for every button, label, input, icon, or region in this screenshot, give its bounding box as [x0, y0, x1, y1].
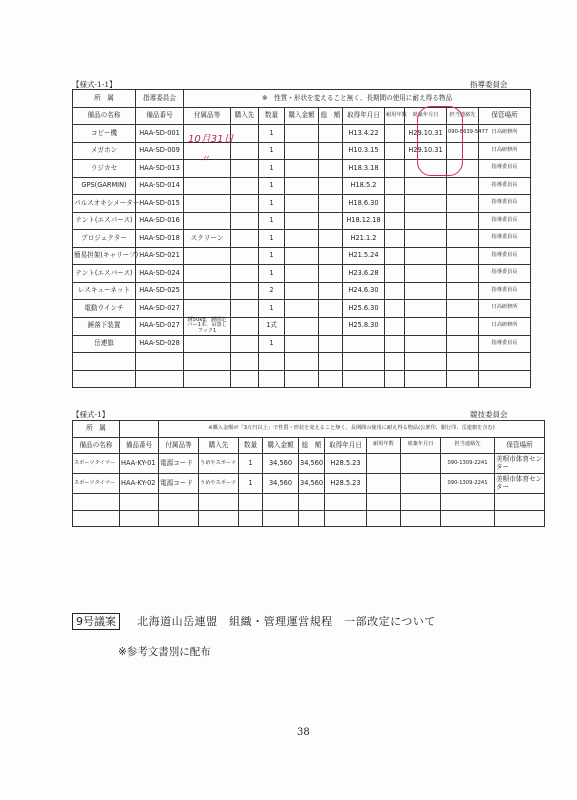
table-cell — [285, 160, 319, 178]
table-row — [73, 177, 531, 195]
table-cell — [385, 300, 405, 318]
table-cell — [319, 125, 343, 143]
table-cell — [385, 125, 405, 143]
table-cell — [319, 230, 343, 248]
table-cell: HAA-SD-015 — [136, 195, 184, 213]
table-cell: H29.10.31 — [405, 125, 447, 143]
column-header: 備品の名称 — [73, 107, 136, 125]
form1-committee: 指導委員会 — [470, 80, 508, 89]
table-cell — [319, 160, 343, 178]
table-cell: HAA-SD-013 — [136, 160, 184, 178]
table-cell — [231, 247, 259, 265]
table-cell — [447, 335, 479, 353]
table-cell: H25.6.30 — [343, 300, 385, 318]
table-cell — [319, 195, 343, 213]
table-cell: H18.12.18 — [343, 212, 385, 230]
column-header: 耐用年数 — [385, 107, 405, 125]
table-cell: スポーツタイマー — [73, 454, 120, 474]
table-cell — [405, 300, 447, 318]
table-cell: 34,560 — [299, 454, 325, 474]
table-cell: 1 — [259, 160, 285, 178]
table-cell — [319, 212, 343, 230]
table-row — [73, 454, 545, 474]
table-cell: うめやスポーツ — [199, 454, 239, 474]
table-cell: HAA-SD-025 — [136, 282, 184, 300]
table-cell — [231, 195, 259, 213]
table-cell — [385, 335, 405, 353]
table-cell — [184, 212, 231, 230]
form1-note: ※ 性質・形状を変えること無く、長期間の使用に耐え得る物品 — [184, 90, 531, 108]
table-row — [73, 282, 531, 300]
form2-note: ※購入金額が「3万円以上」で性質・形状を変えること無く、長期間の使用に耐え得る物品(公衆印、銀行印、岳連旗を含む) — [159, 421, 545, 438]
table-cell — [405, 265, 447, 283]
table-cell — [319, 317, 343, 335]
table-cell — [285, 142, 319, 160]
table-cell: 1 — [259, 230, 285, 248]
table-cell — [285, 317, 319, 335]
table-cell: 日高研修所 — [479, 125, 531, 143]
table-cell: 電動ウインチ — [73, 300, 136, 318]
table-row — [73, 300, 531, 318]
table-cell: 1 — [259, 142, 285, 160]
form2-label: 【様式-1】 — [72, 410, 110, 419]
empty-row — [73, 494, 545, 511]
table-cell: HAA-KY-02 — [120, 474, 159, 494]
table-row — [73, 247, 531, 265]
table-cell — [405, 177, 447, 195]
table-cell: 34,560 — [299, 474, 325, 494]
form1-label: 【様式-1-1】 — [72, 80, 117, 89]
table-cell: 1 — [239, 454, 263, 474]
column-header: 廃棄年月日 — [401, 437, 441, 454]
column-header: 備品番号 — [120, 437, 159, 454]
affiliation-value: 指導委員会 — [136, 90, 184, 108]
table-cell — [319, 282, 343, 300]
table-cell: 指導委員長 — [479, 247, 531, 265]
table-cell — [385, 212, 405, 230]
table-cell — [447, 247, 479, 265]
table-cell — [401, 454, 441, 474]
table-cell — [231, 160, 259, 178]
table-cell — [231, 177, 259, 195]
table-cell: HAA-SD-027 — [136, 300, 184, 318]
column-header: 担当連絡先 — [447, 107, 479, 125]
page-number: 38 — [297, 727, 310, 738]
table-cell — [285, 300, 319, 318]
table-cell — [319, 247, 343, 265]
table-cell — [385, 177, 405, 195]
table-cell: プロジェクター — [73, 230, 136, 248]
affiliation-label: 所 属 — [73, 90, 136, 108]
table-cell: 指導委員長 — [479, 282, 531, 300]
table-cell: スクリーン — [184, 230, 231, 248]
table-cell — [401, 474, 441, 494]
table-cell: 1 — [259, 125, 285, 143]
empty-row — [73, 353, 531, 371]
table-cell — [285, 335, 319, 353]
column-header: 保管場所 — [495, 437, 545, 454]
table-cell — [319, 335, 343, 353]
table-cell: H25.8.30 — [343, 317, 385, 335]
column-header: 数量 — [259, 107, 285, 125]
table-cell — [231, 125, 259, 143]
table-cell — [385, 247, 405, 265]
table-cell — [285, 265, 319, 283]
table-cell: H21.1.2 — [343, 230, 385, 248]
table-cell: HAA-SD-024 — [136, 265, 184, 283]
table-cell: 1式 — [259, 317, 285, 335]
column-header: 担当連絡先 — [441, 437, 495, 454]
empty-row — [73, 370, 531, 388]
table-cell — [231, 142, 259, 160]
table-cell: 日高研修所 — [479, 317, 531, 335]
column-header: 保管場所 — [479, 107, 531, 125]
table-cell: HAA-SD-014 — [136, 177, 184, 195]
table-row — [73, 230, 531, 248]
table-cell: HAA-SD-028 — [136, 335, 184, 353]
column-header: 数量 — [239, 437, 263, 454]
table-cell: H18.5.2 — [343, 177, 385, 195]
table-cell: GPS(GARMIN) — [73, 177, 136, 195]
column-header: 総 額 — [319, 107, 343, 125]
table-cell: 美唄市体育センター — [495, 454, 545, 474]
table-cell — [405, 335, 447, 353]
table-cell: 錘落下装置 — [73, 317, 136, 335]
table-cell: 1 — [259, 177, 285, 195]
handwritten-ditto: 〃 — [200, 154, 210, 165]
table-cell — [385, 195, 405, 213]
table-cell: スポーツタイマー — [73, 474, 120, 494]
table-cell — [285, 212, 319, 230]
table-cell — [405, 317, 447, 335]
table-cell: 指導委員長 — [479, 177, 531, 195]
table-cell: HAA-SD-021 — [136, 247, 184, 265]
table-cell: 指導委員長 — [479, 265, 531, 283]
table-cell: パルスオキシメーター — [73, 195, 136, 213]
table-row — [73, 212, 531, 230]
empty-row — [73, 510, 545, 527]
table-cell — [405, 230, 447, 248]
table-cell — [184, 282, 231, 300]
table-cell — [285, 247, 319, 265]
form2-table — [72, 420, 545, 527]
table-cell: ラジカセ — [73, 160, 136, 178]
table-cell: 指導委員長 — [479, 335, 531, 353]
table-cell: H23.6.28 — [343, 265, 385, 283]
table-cell — [231, 335, 259, 353]
table-cell: コピー機 — [73, 125, 136, 143]
table-cell: 電源コード — [159, 474, 199, 494]
table-cell — [184, 335, 231, 353]
table-cell — [231, 230, 259, 248]
table-cell: 錘50kg、錘固定バー1本、吊落しフック1 — [184, 317, 231, 335]
table-cell — [447, 212, 479, 230]
table-cell: HAA-KY-01 — [120, 454, 159, 474]
agenda-title: 北海道山岳連盟 組織・管理運営規程 一部改定について — [137, 615, 436, 628]
table-cell — [385, 317, 405, 335]
table-cell: メガホン — [73, 142, 136, 160]
table-cell: 1 — [259, 335, 285, 353]
table-cell — [447, 300, 479, 318]
table-cell: H13.4.22 — [343, 125, 385, 143]
table-cell — [447, 317, 479, 335]
table-cell: H10.3.15 — [343, 142, 385, 160]
agenda-note: ※参考文書別に配布 — [118, 646, 211, 658]
table-cell: 090-8639-5477 — [447, 125, 479, 143]
column-header: 取得年月日 — [343, 107, 385, 125]
table-cell — [319, 177, 343, 195]
table-cell: H24.6.30 — [343, 282, 385, 300]
table-cell: 日高研修所 — [479, 142, 531, 160]
table-cell: 指導委員長 — [479, 230, 531, 248]
handwritten-circle — [417, 106, 463, 176]
agenda-number: 9号議案 — [72, 613, 120, 630]
table-row — [73, 265, 531, 283]
table-cell — [285, 177, 319, 195]
table-row — [73, 335, 531, 353]
table-cell: 指導委員長 — [479, 212, 531, 230]
table-cell — [385, 142, 405, 160]
column-header: 取得年月日 — [325, 437, 367, 454]
table-cell — [385, 230, 405, 248]
table-cell: テント(エスパース) — [73, 265, 136, 283]
table-cell: HAA-SD-027 — [136, 317, 184, 335]
table-cell — [231, 265, 259, 283]
table-cell — [447, 265, 479, 283]
table-cell: 34,560 — [263, 454, 299, 474]
table-cell: テント(エスパース) — [73, 212, 136, 230]
form1-affiliation-row — [73, 90, 531, 108]
table-cell — [405, 212, 447, 230]
table-cell: H29.10.31 — [405, 142, 447, 160]
table-cell: H28.5.23 — [325, 474, 367, 494]
table-cell: 簡易担架(キャリーフ) — [73, 247, 136, 265]
table-cell — [385, 282, 405, 300]
table-cell — [231, 317, 259, 335]
form2-header-row — [73, 437, 545, 454]
table-cell: 1 — [239, 474, 263, 494]
table-cell — [343, 335, 385, 353]
table-cell — [285, 125, 319, 143]
table-row — [73, 317, 531, 335]
table-cell: うめやスポーツ — [199, 474, 239, 494]
column-header: 購入金額 — [263, 437, 299, 454]
table-cell: 090-1309-2241 — [441, 454, 495, 474]
table-cell — [385, 265, 405, 283]
table-cell: HAA-SD-001 — [136, 125, 184, 143]
table-cell: 電源コード — [159, 454, 199, 474]
table-cell — [285, 282, 319, 300]
table-cell — [367, 454, 401, 474]
table-cell: H18.3.18 — [343, 160, 385, 178]
table-cell — [319, 142, 343, 160]
column-header: 購入金額 — [285, 107, 319, 125]
table-cell — [184, 265, 231, 283]
table-cell — [405, 282, 447, 300]
table-cell — [447, 230, 479, 248]
table-cell: 1 — [259, 300, 285, 318]
column-header: 購入先 — [231, 107, 259, 125]
table-cell — [447, 177, 479, 195]
table-cell — [231, 212, 259, 230]
table-row — [73, 474, 545, 494]
table-cell: 美唄市体育センター — [495, 474, 545, 494]
column-header: 購入先 — [199, 437, 239, 454]
table-cell: 1 — [259, 265, 285, 283]
table-cell — [184, 177, 231, 195]
table-cell — [319, 265, 343, 283]
column-header: 付属品等 — [159, 437, 199, 454]
table-cell: H18.6.30 — [343, 195, 385, 213]
column-header: 廃棄年月日 — [405, 107, 447, 125]
table-cell: 1 — [259, 195, 285, 213]
table-cell: 日高研修所 — [479, 300, 531, 318]
table-cell: 指導委員長 — [479, 160, 531, 178]
table-cell — [385, 160, 405, 178]
table-cell — [231, 300, 259, 318]
table-cell: 1 — [259, 247, 285, 265]
column-header: 付属品等 — [184, 107, 231, 125]
table-cell: レスキューネット — [73, 282, 136, 300]
column-header: 備品の名称 — [73, 437, 120, 454]
table-cell: 2 — [259, 282, 285, 300]
table-cell — [184, 247, 231, 265]
table-cell — [285, 230, 319, 248]
table-cell — [285, 195, 319, 213]
affiliation-label: 所 属 — [73, 421, 120, 438]
table-cell — [231, 282, 259, 300]
table-cell: 090-1309-2241 — [441, 474, 495, 494]
table-cell: HAA-SD-009 — [136, 142, 184, 160]
column-header: 耐用年数 — [367, 437, 401, 454]
table-cell: HAA-SD-018 — [136, 230, 184, 248]
column-header: 総 額 — [299, 437, 325, 454]
table-cell: HAA-SD-016 — [136, 212, 184, 230]
table-cell — [319, 300, 343, 318]
column-header: 備品番号 — [136, 107, 184, 125]
table-cell — [184, 195, 231, 213]
table-cell: 指導委員長 — [479, 195, 531, 213]
handwritten-date: 10月31日 — [188, 134, 234, 145]
table-cell — [447, 195, 479, 213]
form2-affiliation-row — [73, 421, 545, 438]
table-cell: 岳連旗 — [73, 335, 136, 353]
table-cell — [367, 474, 401, 494]
table-cell — [405, 195, 447, 213]
table-cell — [447, 282, 479, 300]
form2-committee: 競技委員会 — [470, 410, 508, 419]
table-cell: H28.5.23 — [325, 454, 367, 474]
table-row — [73, 195, 531, 213]
table-cell: H21.5.24 — [343, 247, 385, 265]
table-cell — [184, 300, 231, 318]
table-cell: 34,560 — [263, 474, 299, 494]
table-cell: 1 — [259, 212, 285, 230]
table-cell — [405, 247, 447, 265]
agenda-heading — [72, 610, 436, 629]
